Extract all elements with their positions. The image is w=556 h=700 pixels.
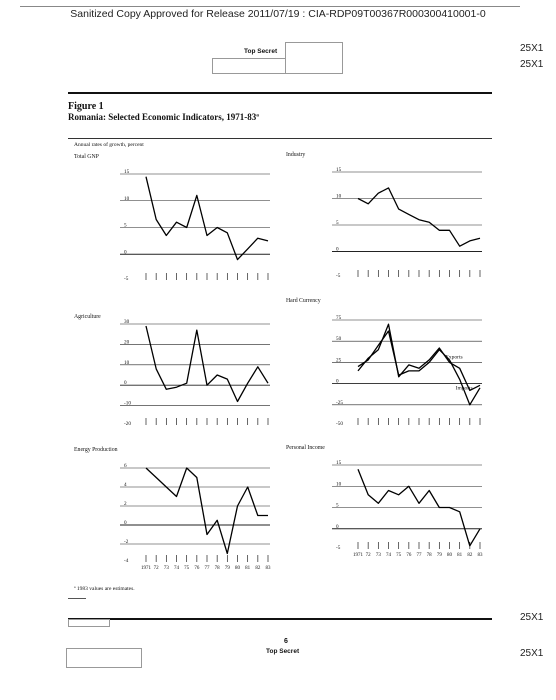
panel-1-ytick-2: 5 [124,222,127,229]
panel-5-xlabel-8: 79 [224,566,230,571]
panel-3-ytick-1: 20 [124,339,130,346]
panel-5-xlabel-7: 78 [214,566,220,571]
panel-6-xlabel-1: 72 [365,553,371,558]
panel-1-title: Total GNP [74,154,99,160]
side-code-3: 25X1 [520,612,544,623]
panel-5-xlabel-5: 76 [194,566,200,571]
panel-4-ytick-3: 0 [336,378,339,385]
panel-5-ytick-4: -2 [124,539,129,545]
panel-6-xlabel-7: 78 [426,553,432,558]
panel-5-ytick-1: 4 [124,482,127,488]
panel-2-series-1-line [358,188,480,246]
panel-6-xlabel-9: 80 [447,553,452,558]
units-label: Annual rates of growth, percent [74,142,144,148]
panel-5-xlabel-12: 83 [265,566,271,571]
panel-4-series-1-label: Exports [445,354,463,361]
panel-4-ytick-2: 25 [336,357,342,364]
side-code-2: 25X1 [520,59,544,70]
panel-6-xlabel-2: 73 [375,553,381,558]
side-code-1: 25X1 [520,43,544,54]
bottom-rule [68,618,492,620]
panel-5-xlabel-4: 75 [184,566,190,571]
panel-1-ytick-3: 0 [124,249,127,256]
panel-5-xlabel-2: 73 [163,566,169,571]
panel-6-xlabel-3: 74 [386,553,391,558]
figure-number: Figure 1 [68,101,104,112]
classification-bottom: Top Secret [266,648,300,655]
panel-1-ytick-4: -5 [124,276,129,282]
panel-5-xlabel-10: 81 [245,566,251,571]
panel-3-series-1-line [146,326,268,402]
panel-3-title: Agriculture [74,314,101,320]
panel-1-ytick-1: 10 [124,195,130,202]
panel-6-xlabel-11: 82 [467,553,473,558]
panel-4-title: Hard Currency [286,298,321,304]
panel-5-xlabel-0: 1971 [141,566,151,571]
footnote-tick [68,598,86,599]
panel-6-xlabel-6: 77 [416,553,422,558]
panel-2-ytick-4: -5 [336,273,341,279]
panel-6-xlabel-4: 75 [396,553,402,558]
panel-6-ytick-3: 0 [336,523,339,530]
classification-top: Top Secret [244,48,278,55]
panel-2-title: Industry [286,152,306,158]
panel-3-ytick-0: 30 [124,319,130,325]
panel-6-ytick-2: 5 [336,502,339,509]
panel-5-ytick-3: 0 [124,520,127,526]
panel-6-ytick-4: -5 [336,545,341,551]
panel-4-ytick-5: -50 [336,421,343,427]
side-code-4: 25X1 [520,648,544,659]
panel-6-title: Personal Income [286,445,325,451]
panel-2-ytick-1: 10 [336,193,342,200]
source-box [68,619,110,627]
panel-2-ytick-3: 0 [336,246,339,253]
panel-4-ytick-4: -25 [336,399,343,406]
figure-title: Romania: Selected Economic Indicators, 1971-83ª [68,112,259,122]
panel-5-ytick-5: -4 [124,558,129,564]
panel-6-ytick-1: 10 [336,481,342,488]
footnote: ª 1983 values are estimates. [74,586,135,592]
panel-6-xlabel-12: 83 [477,553,483,558]
panel-5-xlabel-3: 74 [174,566,179,571]
panel-3-ytick-4: -10 [124,400,131,407]
panel-6-xlabel-8: 79 [436,553,442,558]
panel-6-xlabel-5: 76 [406,553,412,558]
panel-1-series-1-line [146,177,268,260]
panel-5-ytick-0: 6 [124,463,127,469]
panel-4-ytick-0: 75 [336,315,342,321]
panel-6-xlabel-10: 81 [457,553,463,558]
release-banner: Sanitized Copy Approved for Release 2011/07/19 : CIA-RDP09T00367R000300410001-0 [70,8,486,20]
panel-5-xlabel-1: 72 [153,566,159,571]
panel-4-series-2-label: Imports [455,385,473,392]
redaction-box-bottom [66,648,142,668]
panel-3-ytick-3: 0 [124,380,127,387]
panel-1-ytick-0: 15 [124,169,130,175]
panel-5-ytick-2: 2 [124,501,127,507]
panel-5-xlabel-11: 82 [255,566,261,571]
panel-6-ytick-0: 15 [336,460,342,466]
panel-4-ytick-1: 50 [336,336,342,343]
panel-3-ytick-5: -20 [124,421,131,427]
page-number: 6 [284,638,288,645]
panel-5-xlabel-6: 77 [204,566,210,571]
panel-5-series-1-line [146,468,268,554]
panel-5-title: Energy Production [74,447,118,453]
panel-3-ytick-2: 10 [124,359,130,366]
panel-6-xlabel-0: 1971 [353,553,363,558]
panel-5-xlabel-9: 80 [235,566,240,571]
panel-2-ytick-2: 5 [336,220,339,226]
panel-2-ytick-0: 15 [336,167,342,173]
